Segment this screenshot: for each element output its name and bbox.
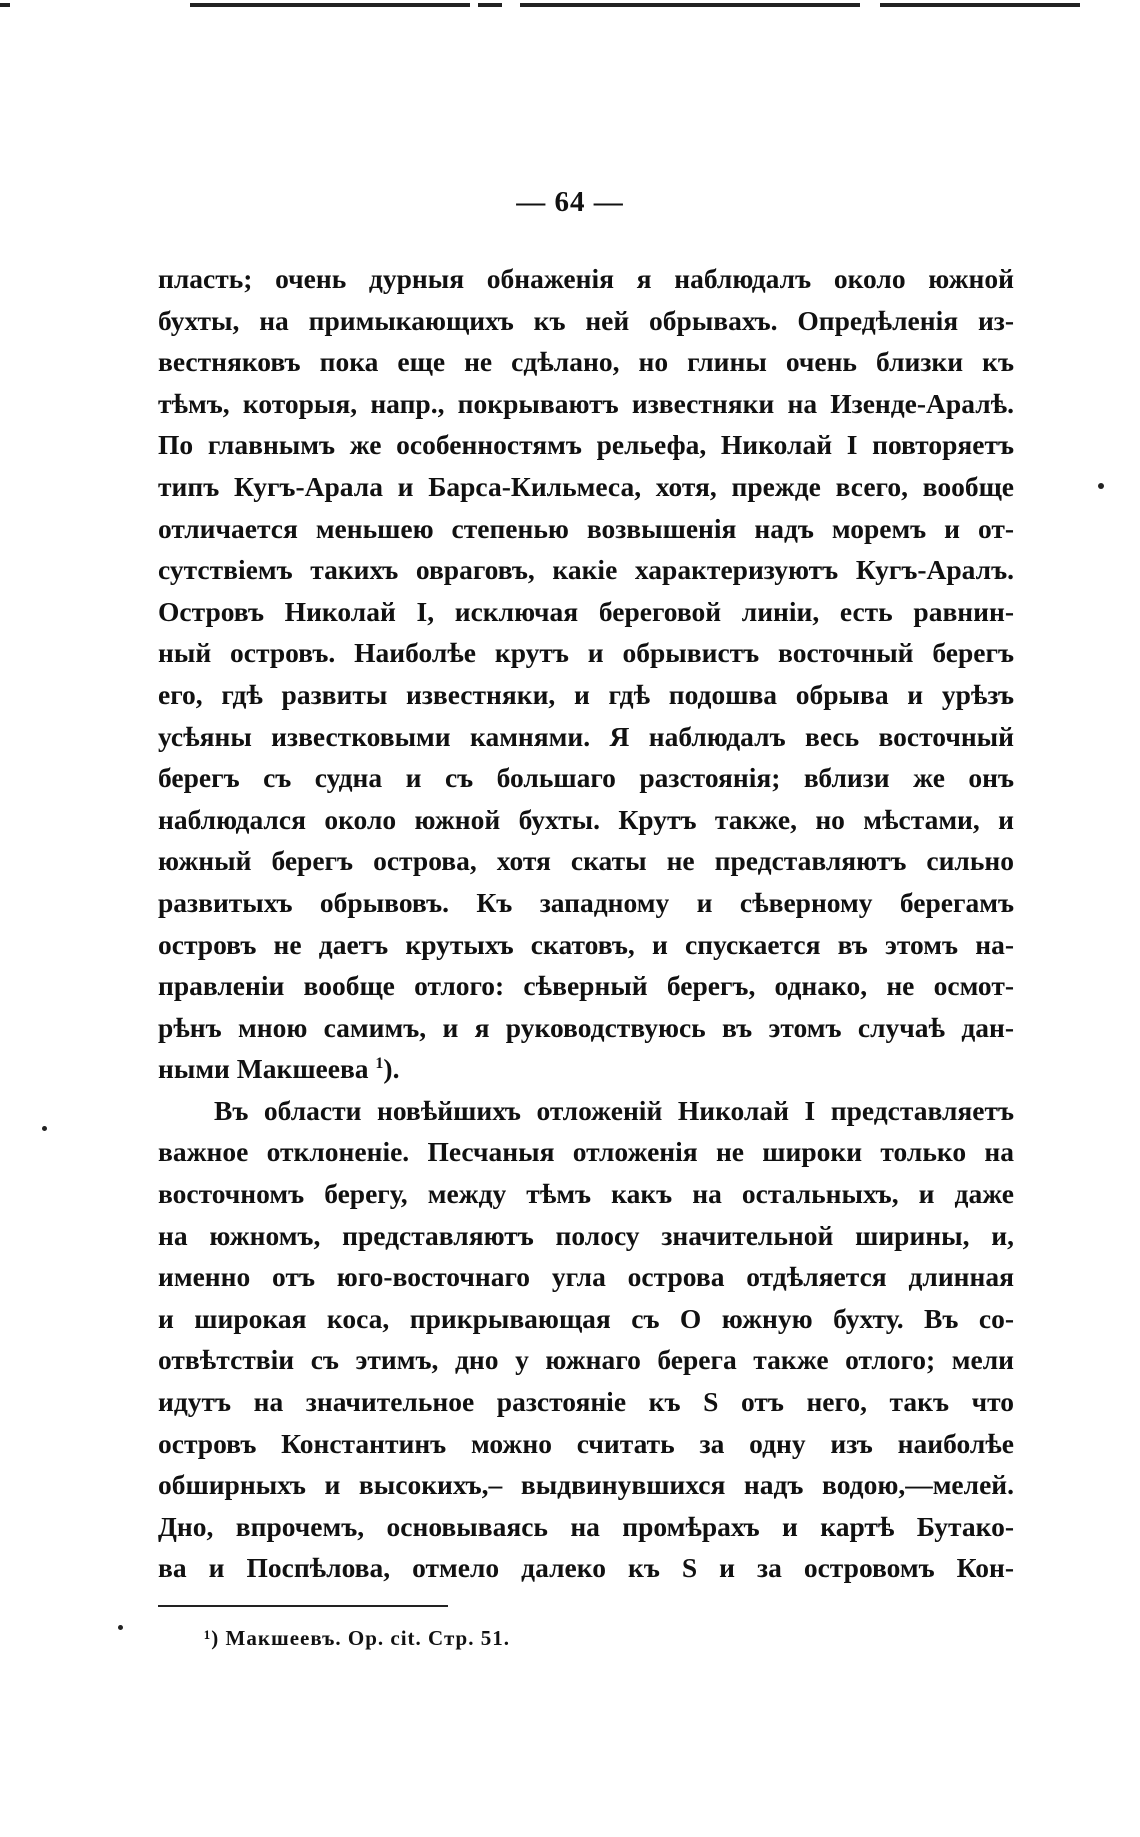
- text-line: именно отъ юго-восточнаго угла острова отдѣляется длинная: [158, 1261, 1014, 1293]
- page-number: — 64 —: [516, 186, 624, 218]
- text-line: восточномъ берегу, между тѣмъ какъ на остальныхъ, и даже: [158, 1178, 1014, 1210]
- text-fragment: ).: [383, 1053, 400, 1085]
- footnote-divider: [158, 1605, 448, 1607]
- text-line: пласть; очень дурныя обнаженія я наблюдалъ около южной: [158, 263, 1014, 294]
- paragraph-end-line: [158, 1048, 1014, 1090]
- print-speck: [42, 1126, 47, 1131]
- text-line: ва и Поспѣлова, отмело далеко къ S и за островомъ Кон-: [158, 1552, 1014, 1584]
- text-line: отличается меньшею степенью возвышенія надъ моремъ и от-: [158, 512, 1014, 544]
- text-line: отвѣтствіи съ этимъ, дно у южнаго берега также отлого; мели: [158, 1344, 1014, 1376]
- text-line: тѣмъ, которыя, напр., покрываютъ известняки на Изенде-Аралѣ.: [158, 387, 1014, 419]
- top-edge-rule: [0, 0, 1140, 12]
- text-line: Дно, впрочемъ, основываясь на промѣрахъ и картѣ Бутако-: [158, 1510, 1014, 1542]
- print-speck: [1098, 483, 1104, 489]
- text-line: островъ не даетъ крутыхъ скатовъ, и спускается въ этомъ на-: [158, 928, 1014, 960]
- text-line: По главнымъ же особенностямъ рельефа, Николай I повторяетъ: [158, 429, 1014, 461]
- text-line: берегъ съ судна и съ большаго разстоянія; вблизи же онъ: [158, 762, 1014, 794]
- text-line: бухты, на примыкающихъ къ ней обрывахъ. Опредѣленія из-: [158, 304, 1014, 336]
- text-line: сутствіемъ такихъ овраговъ, какіе характеризуютъ Кугъ-Аралъ.: [158, 554, 1014, 586]
- text-line: правленіи вообще отлого: сѣверный берегъ, однако, не осмот-: [158, 970, 1014, 1002]
- text-line: развитыхъ обрывовъ. Къ западному и сѣверному берегамъ: [158, 886, 1014, 918]
- text-line: идутъ на значительное разстояніе къ S отъ него, такъ что: [158, 1386, 1014, 1418]
- text-line: южный берегъ острова, хотя скаты не представляютъ сильно: [158, 845, 1014, 877]
- text-line: ный островъ. Наиболѣе крутъ и обрывистъ восточный берегъ: [158, 637, 1014, 669]
- text-line: Островъ Николай I, исключая береговой линіи, есть равнин-: [158, 595, 1014, 627]
- text-line: его, гдѣ развиты известняки, и гдѣ подошва обрыва и урѣзъ: [158, 678, 1014, 710]
- text-line: усѣяны известковыми камнями. Я наблюдалъ весь восточный: [158, 720, 1014, 752]
- text-line: обширныхъ и высокихъ,– выдвинувшихся надъ водою,—мелей.: [158, 1469, 1014, 1501]
- text-line: и широкая коса, прикрывающая съ О южную бухту. Въ со-: [158, 1302, 1014, 1334]
- text-fragment: ными Макшеева: [158, 1053, 369, 1085]
- text-line: Въ области новѣйшихъ отложеній Николай I представляетъ: [214, 1094, 1014, 1126]
- text-line: наблюдался около южной бухты. Крутъ также, но мѣстами, и: [158, 803, 1014, 835]
- text-line: вестняковъ пока еще не сдѣлано, но глины очень близки къ: [158, 346, 1014, 378]
- footnote: ¹) Макшеевъ. Op. cit. Стр. 51.: [204, 1626, 510, 1650]
- footnote-reference[interactable]: 1: [375, 1055, 384, 1073]
- text-line: островъ Константинъ можно считать за одну изъ наиболѣе: [158, 1427, 1014, 1459]
- print-speck: [118, 1625, 123, 1630]
- text-line: рѣнъ мною самимъ, и я руководствуюсь въ этомъ случаѣ дан-: [158, 1011, 1014, 1043]
- text-line: важное отклоненіе. Песчаныя отложенія не широки только на: [158, 1136, 1014, 1168]
- text-line: типъ Кугъ-Арала и Барса-Кильмеса, хотя, прежде всего, вообще: [158, 470, 1014, 502]
- body-text: [158, 258, 1014, 1589]
- text-line: на южномъ, представляютъ полосу значительной ширины, и,: [158, 1219, 1014, 1251]
